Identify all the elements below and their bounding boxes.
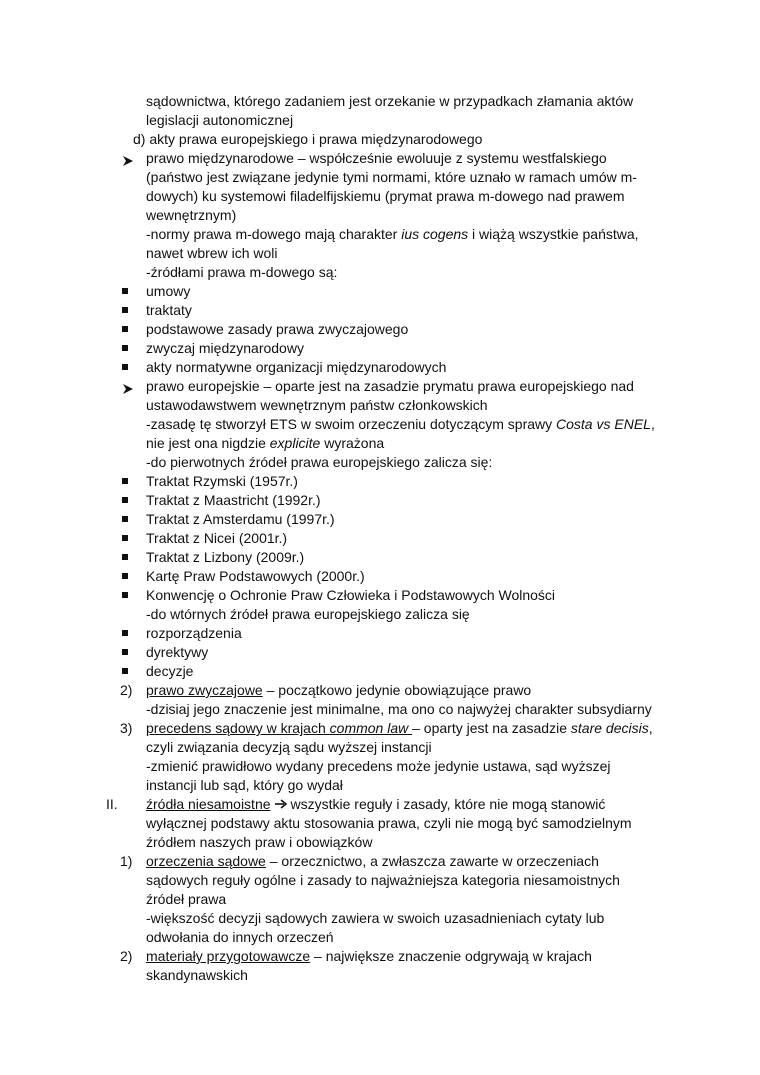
list-item: podstawowe zasady prawa zwyczajowego <box>146 321 409 337</box>
square-bullet-icon <box>122 478 128 484</box>
text-line: prawo zwyczajowe – początkowo jedynie obowiązujące prawo <box>146 682 532 698</box>
square-bullet-icon <box>122 649 128 655</box>
list-item: rozporządzenia <box>146 625 242 641</box>
text-line: -zasadę tę stworzył ETS w swoim orzeczeniu dotyczącym sprawy Costa vs ENEL, <box>146 416 655 432</box>
text-line: prawo międzynarodowe – współcześnie ewoluuje z systemu westfalskiego <box>146 150 607 166</box>
square-bullet-icon <box>122 364 128 370</box>
latin-term: explicite <box>269 435 321 451</box>
text-line: -do wtórnych źródeł prawa europejskiego zalicza się <box>146 606 470 622</box>
square-bullet-icon <box>122 630 128 636</box>
list-item: umowy <box>146 283 191 299</box>
text-line: precedens sądowy w krajach common law – oparty jest na zasadzie stare decisis, <box>146 720 653 736</box>
text-line: -dzisiaj jego znaczenie jest minimalne, ma ono co najwyżej charakter subsydiarny <box>146 701 652 717</box>
square-bullet-icon <box>122 668 128 674</box>
square-bullet-icon <box>122 288 128 294</box>
text-line: sądowych reguły ogólne i zasady to najważniejsza kategoria niesamoistnych <box>146 872 620 888</box>
text-line: materiały przygotowawcze – największe znaczenie odgrywają w krajach <box>146 948 592 964</box>
list-item: Kartę Praw Podstawowych (2000r.) <box>146 568 365 584</box>
square-bullet-icon <box>122 497 128 503</box>
list-item: Traktat z Nicei (2001r.) <box>146 530 288 546</box>
text-line: -do pierwotnych źródeł prawa europejskiego zalicza się: <box>146 454 493 470</box>
list-number: 3) <box>120 720 133 736</box>
text-line: -normy prawa m-dowego mają charakter ius cogens i wiążą wszystkie państwa, <box>146 226 639 242</box>
text-line: dowych) ku systemowi filadelfijskiemu (prymat prawa m-dowego nad prawem <box>146 188 625 204</box>
text-line: (państwo jest związane jedynie tymi normami, które uznało w ramach umów m- <box>146 169 637 185</box>
text-line: orzeczenia sądowe – orzecznictwo, a zwłaszcza zawarte w orzeczeniach <box>146 853 599 869</box>
square-bullet-icon <box>122 516 128 522</box>
list-item: Traktat z Lizbony (2009r.) <box>146 549 305 565</box>
term-underlined: prawo zwyczajowe <box>146 682 263 698</box>
term-underlined: materiały przygotowawcze <box>146 948 311 964</box>
list-number: 2) <box>120 682 133 698</box>
text-line: -zmienić prawidłowo wydany precedens może jedynie ustawa, sąd wyższej <box>146 758 611 774</box>
list-number: 2) <box>120 948 133 964</box>
text-line: -źródłami prawa m-dowego są: <box>146 264 338 280</box>
square-bullet-icon <box>122 307 128 313</box>
text-line: wewnętrznym) <box>146 207 237 223</box>
term-underlined: precedens sądowy w krajach common law <box>146 720 413 736</box>
text-line: źródeł prawa <box>146 891 227 907</box>
text-line: prawo europejskie – oparte jest na zasadzie prymatu prawa europejskiego nad <box>146 378 634 394</box>
text-line: czyli związania decyzją sądu wyższej instancji <box>146 739 432 755</box>
term-underlined: źródła niesamoistne <box>146 796 271 812</box>
text-line: skandynawskich <box>146 967 248 983</box>
list-item: traktaty <box>146 302 192 318</box>
square-bullet-icon <box>122 345 128 351</box>
square-bullet-icon <box>122 535 128 541</box>
subsection-heading: d) akty prawa europejskiego i prawa międzynarodowego <box>133 131 483 147</box>
text-line: legislacji autonomicznej <box>146 112 294 128</box>
square-bullet-icon <box>122 326 128 332</box>
list-item: decyzje <box>146 663 194 679</box>
square-bullet-icon <box>122 573 128 579</box>
text-line: odwołania do innych orzeczeń <box>146 929 334 945</box>
case-name: Costa vs ENEL <box>556 416 651 432</box>
text-line: -większość decyzji sądowych zawiera w swoich uzasadnieniach cytaty lub <box>146 910 605 926</box>
list-item: akty normatywne organizacji międzynarodowych <box>146 359 447 375</box>
right-arrow-icon <box>274 798 288 810</box>
square-bullet-icon <box>122 592 128 598</box>
list-item: Traktat z Amsterdamu (1997r.) <box>146 511 335 527</box>
text-line: źródła niesamoistne wszystkie reguły i zasady, które nie mogą stanowić <box>146 796 606 812</box>
latin-term: stare decisis <box>570 720 649 736</box>
text-line: nawet wbrew ich woli <box>146 245 278 261</box>
section-number: II. <box>106 796 118 812</box>
text-line: sądownictwa, którego zadaniem jest orzekanie w przypadkach złamania aktów <box>146 93 634 109</box>
term-underlined: orzeczenia sądowe <box>146 853 266 869</box>
list-item: Konwencję o Ochronie Praw Człowieka i Podstawowych Wolności <box>146 587 556 603</box>
list-item: zwyczaj międzynarodowy <box>146 340 304 356</box>
list-number: 1) <box>120 853 133 869</box>
text-line: ustawodawstwem wewnętrznym państw członkowskich <box>146 397 488 413</box>
list-item: dyrektywy <box>146 644 209 660</box>
arrow-bullet-icon <box>122 383 134 395</box>
list-item: Traktat z Maastricht (1992r.) <box>146 492 321 508</box>
text-line: nie jest ona nigdzie explicite wyrażona <box>146 435 385 451</box>
latin-term: ius cogens <box>401 226 469 242</box>
list-item: Traktat Rzymski (1957r.) <box>146 473 298 489</box>
arrow-bullet-icon <box>122 155 134 167</box>
text-line: instancji lub sąd, który go wydał <box>146 777 343 793</box>
text-line: wyłącznej podstawy aktu stosowania prawa, czyli nie mogą być samodzielnym <box>146 815 632 831</box>
square-bullet-icon <box>122 554 128 560</box>
text-line: źródłem naszych praw i obowiązków <box>146 834 373 850</box>
